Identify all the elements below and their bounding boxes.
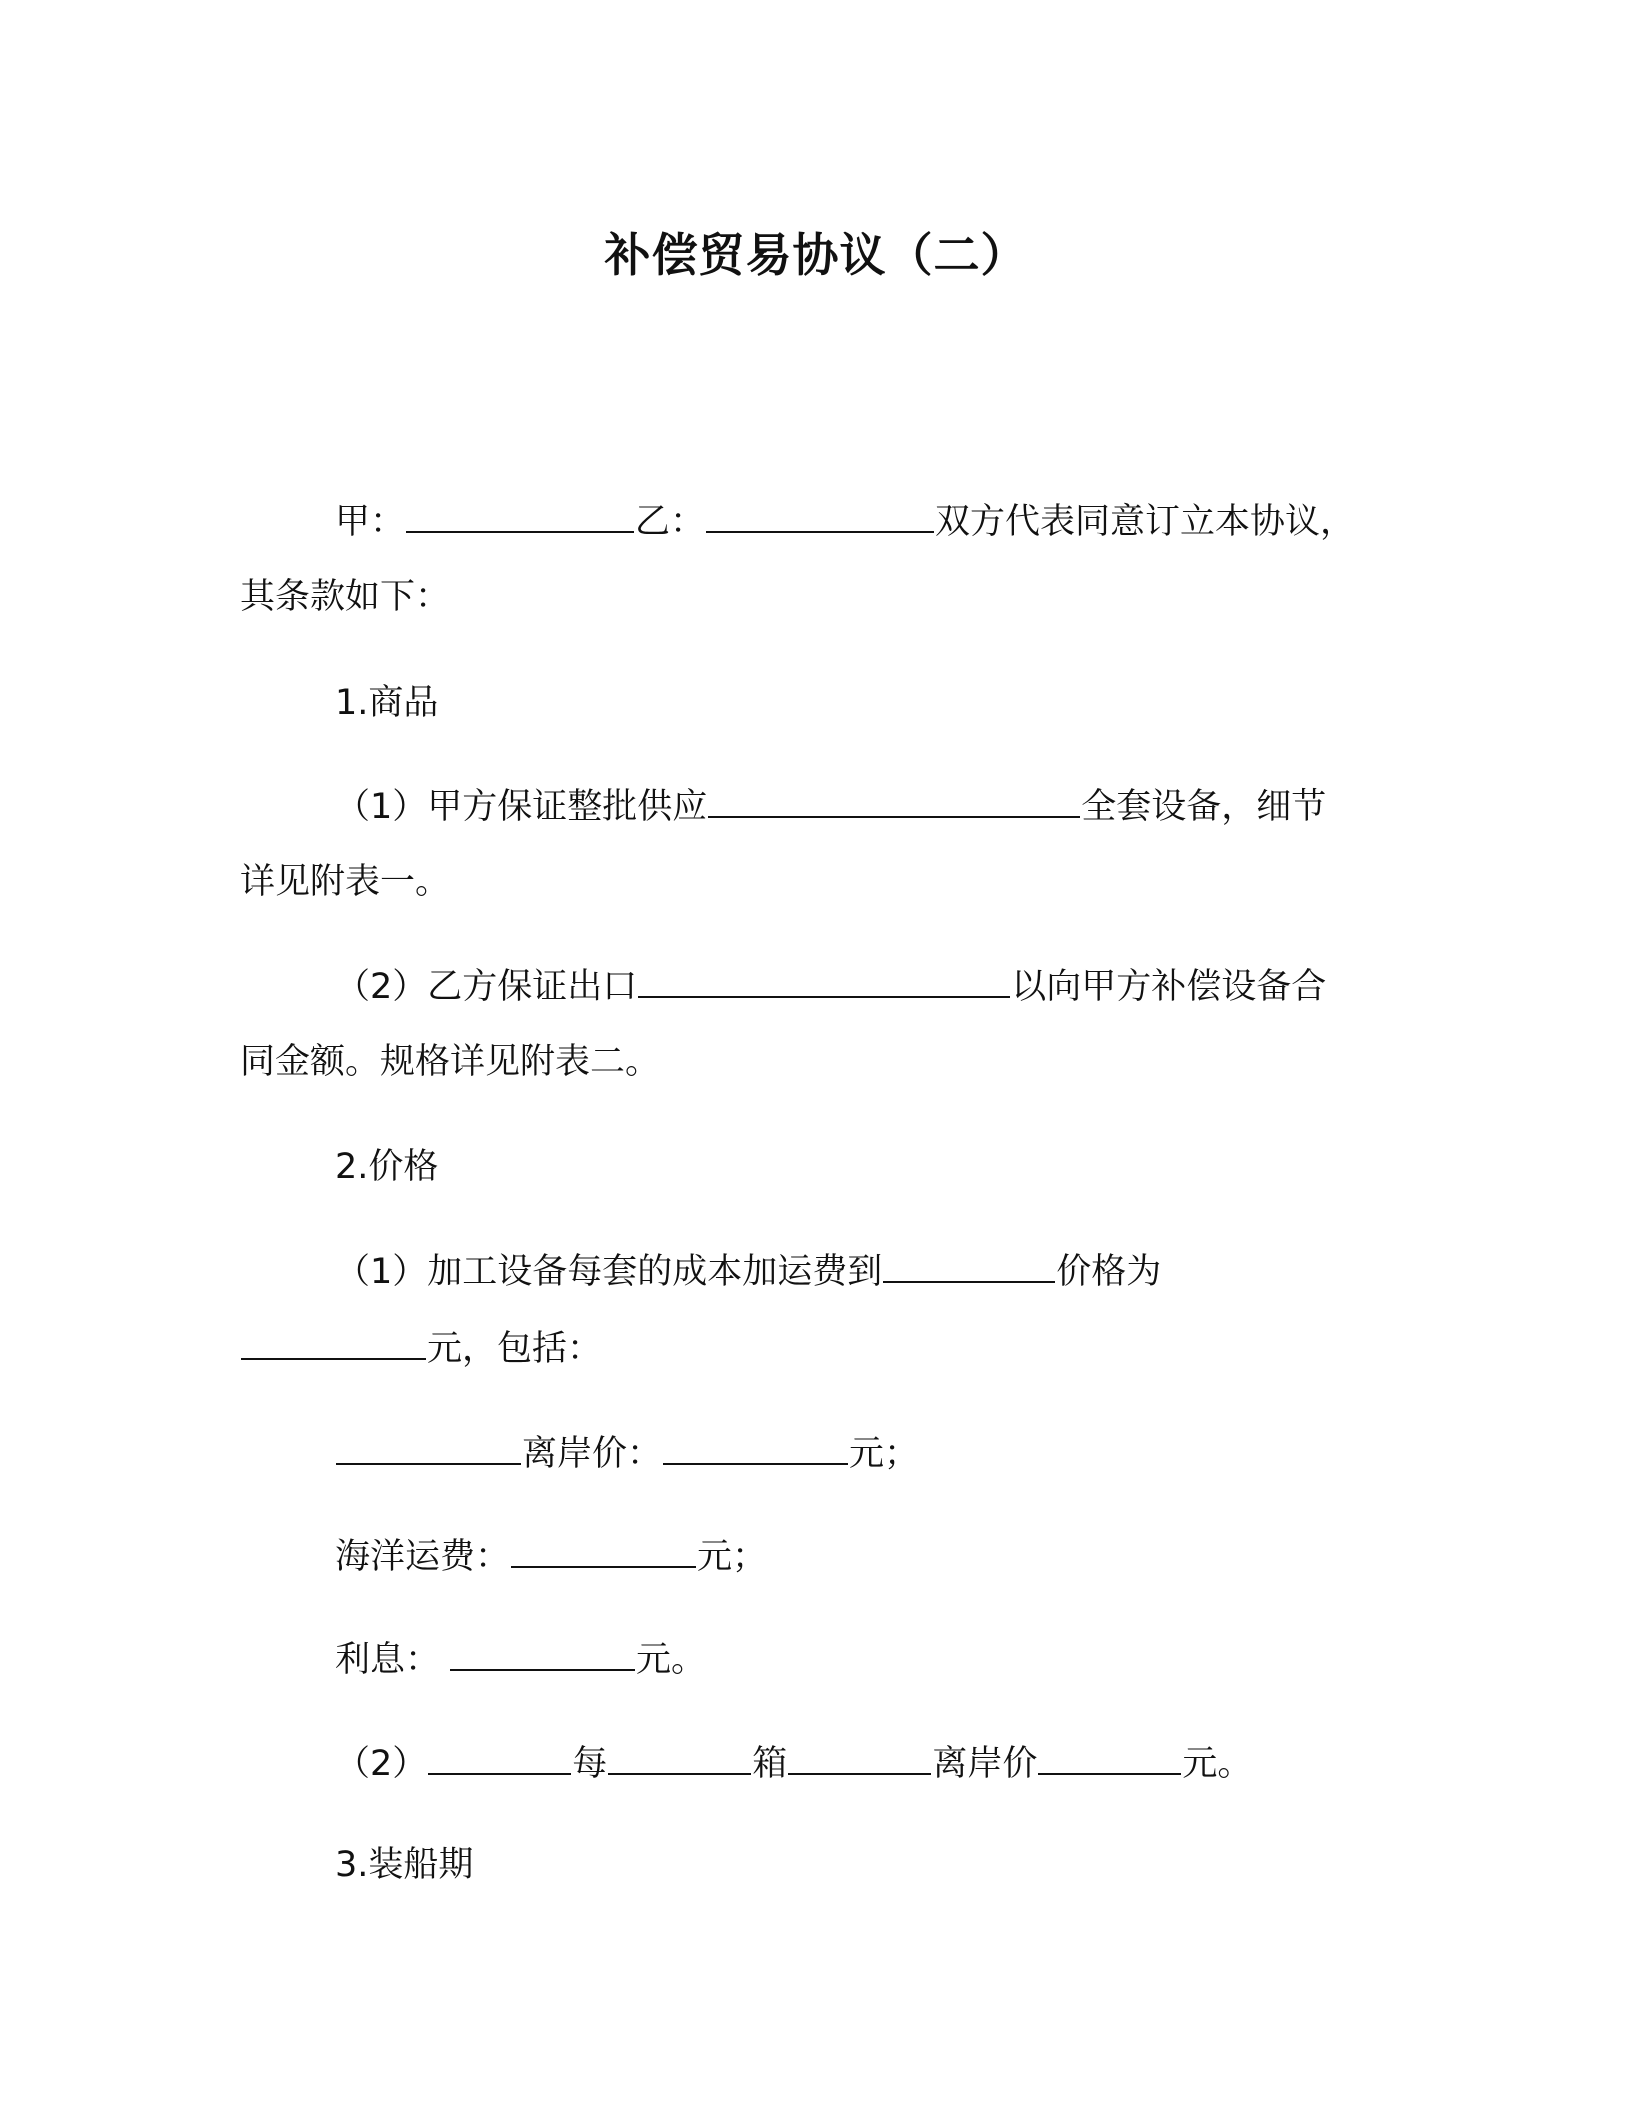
fob-amount-blank xyxy=(663,1427,848,1465)
clause-1-2-line xyxy=(335,960,1326,1012)
clause-text: 离岸价： xyxy=(522,1434,663,1474)
clause-text: 每 xyxy=(572,1744,608,1784)
clause-text: 价格为 xyxy=(1056,1252,1162,1292)
clause-text: 元。 xyxy=(1182,1744,1253,1784)
destination-blank xyxy=(883,1245,1055,1283)
interest-amount-blank xyxy=(450,1633,635,1671)
freight-amount-blank xyxy=(511,1530,696,1568)
agreement-intro: 双方代表同意订立本协议， xyxy=(935,502,1356,542)
clause-text: 全套设备，细节 xyxy=(1081,787,1327,827)
clause-1-1-continuation xyxy=(240,857,450,907)
terms-intro-line xyxy=(240,572,450,622)
fob-price-line xyxy=(335,1427,919,1479)
terms-intro-text: 其条款如下： xyxy=(240,577,451,617)
party-line xyxy=(335,495,1355,547)
equipment-blank xyxy=(708,780,1080,818)
clause-text: 元。 xyxy=(636,1640,707,1680)
document-title: 补偿贸易协议（二） xyxy=(604,228,1028,282)
party-a-blank xyxy=(406,495,634,533)
clause-text: 以向甲方补偿设备合 xyxy=(1011,967,1327,1007)
clause-text: （1）加工设备每套的成本加运费到 xyxy=(335,1252,883,1292)
clause-text: （2）乙方保证出口 xyxy=(335,967,638,1007)
clause-text: 元； xyxy=(697,1537,768,1577)
export-goods-blank xyxy=(638,960,1010,998)
section-heading-goods xyxy=(335,678,438,728)
party-a-label: 甲： xyxy=(335,502,406,542)
clause-text: 箱 xyxy=(752,1744,788,1784)
clause-text: 详见附表一。 xyxy=(240,862,451,902)
port-blank xyxy=(788,1737,931,1775)
clause-2-1-continuation xyxy=(240,1322,602,1374)
clause-text: 海洋运费： xyxy=(335,1537,511,1577)
clause-1-1-line xyxy=(335,780,1326,832)
clause-2-1-line xyxy=(335,1245,1161,1297)
clause-text: （1）甲方保证整批供应 xyxy=(335,787,708,827)
party-b-blank xyxy=(706,495,934,533)
goods-blank xyxy=(428,1737,571,1775)
clause-text: 元，包括： xyxy=(427,1329,603,1369)
total-price-blank xyxy=(241,1322,426,1360)
clause-text: （2） xyxy=(335,1744,428,1784)
section-heading-text: 3.装船期 xyxy=(335,1845,474,1885)
section-heading-text: 2.价格 xyxy=(335,1147,439,1187)
clause-text: 同金额。规格详见附表二。 xyxy=(240,1042,661,1082)
section-heading-shipment xyxy=(335,1840,473,1890)
clause-1-2-continuation xyxy=(240,1037,660,1087)
interest-line xyxy=(335,1633,706,1685)
clause-text: 离岸价 xyxy=(932,1744,1038,1784)
price-blank xyxy=(1038,1737,1181,1775)
section-heading-text: 1.商品 xyxy=(335,683,439,723)
unit-blank xyxy=(608,1737,751,1775)
clause-2-2-line xyxy=(335,1737,1252,1789)
clause-text: 元； xyxy=(849,1434,920,1474)
party-b-label: 乙： xyxy=(635,502,706,542)
clause-text: 利息： xyxy=(335,1640,441,1680)
section-heading-price xyxy=(335,1142,438,1192)
freight-line xyxy=(335,1530,767,1582)
port-blank xyxy=(336,1427,521,1465)
